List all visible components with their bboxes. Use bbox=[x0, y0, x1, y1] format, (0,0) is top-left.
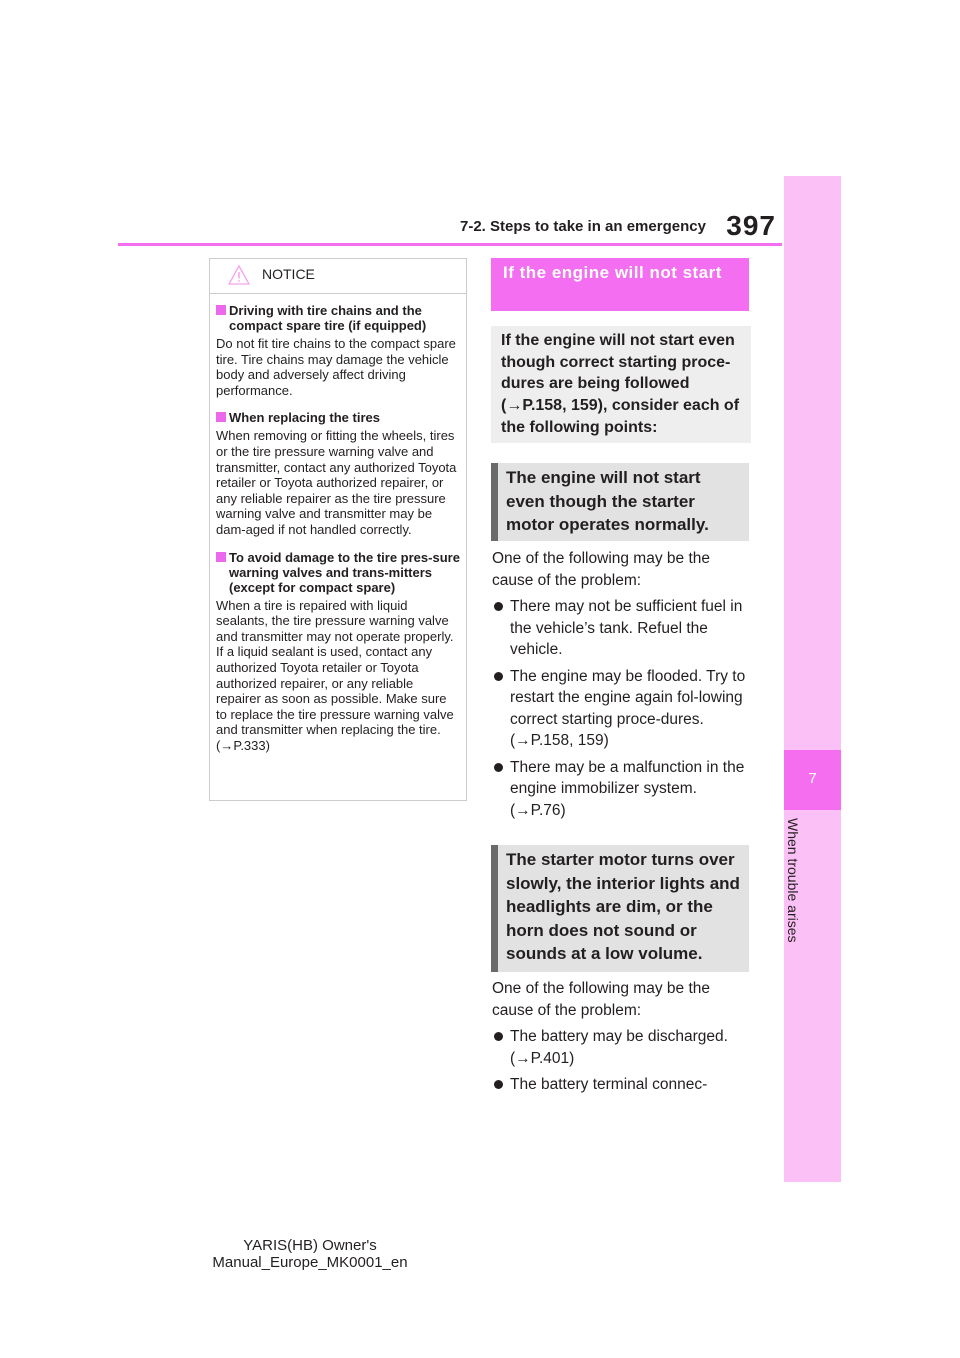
notice-item-heading: When replacing the tires bbox=[216, 410, 460, 425]
chapter-side-tab bbox=[784, 176, 841, 1182]
notice-item-heading: To avoid damage to the tire pres-sure warning valves and trans-mitters (except for compact spare) bbox=[216, 550, 460, 595]
main-title: If the engine will not start bbox=[491, 258, 749, 311]
list-item: There may not be sufficient fuel in the vehicle’s tank. Refuel the vehicle. bbox=[492, 596, 752, 661]
chapter-number: 7 bbox=[808, 770, 817, 787]
list-item: The battery may be discharged. (→P.401) bbox=[492, 1026, 752, 1069]
notice-item-text: When removing or fitting the wheels, tires or the tire pressure warning valve and transmitter, contact any authorized Toyota retailer or Toyota authorized repairer, or any reliable repairer as the tire pressure warning valve and transmitter may be dam-aged if not handled correctly. bbox=[216, 428, 457, 537]
notice-header bbox=[210, 259, 466, 294]
notice-item-text: When a tire is repaired with liquid sealants, the tire pressure warning valve and transmitter may not operate properly. If a liquid sealant is used, contact any authorized Toyota retailer or Toyota authorized repairer, or any reliable repairer as soon as possible. Make sure to replace the tire pressure warning valve and transmitter when replacing the tire. (→P.333) bbox=[216, 597, 454, 753]
subsection-heading: The engine will not start even though the starter motor operates normally. bbox=[491, 463, 749, 541]
intro-box: If the engine will not start even though correct starting proce-dures are being followed (→P.158, 159), consider each of the following points: bbox=[491, 326, 751, 443]
lead-text: One of the following may be the cause of the problem: bbox=[492, 550, 710, 589]
notice-item-text: Do not fit tire chains to the compact spare tire. Tire chains may damage the vehicle body and adversely affect driving performance. bbox=[216, 336, 456, 398]
bullet-icon bbox=[494, 602, 503, 611]
warning-triangle-icon bbox=[228, 265, 250, 285]
footer-text: YARIS(HB) Owner's Manual_Europe_MK0001_en bbox=[212, 1237, 408, 1271]
bullet-icon bbox=[494, 1032, 503, 1041]
bullet-icon bbox=[494, 672, 503, 681]
list-item: The battery terminal connec- bbox=[492, 1074, 752, 1096]
notice-title: NOTICE bbox=[262, 266, 315, 282]
section-title: 7-2. Steps to take in an emergency bbox=[460, 218, 706, 235]
page-number: 397 bbox=[726, 210, 776, 241]
square-bullet-icon bbox=[216, 305, 226, 315]
list-item: There may be a malfunction in the engine immobilizer system. (→P.76) bbox=[492, 757, 752, 822]
bullet-icon bbox=[494, 1080, 503, 1089]
list-item: The engine may be flooded. Try to restart the engine again fol-lowing correct starting proce-dures. (→P.158, 159) bbox=[492, 666, 752, 752]
bullet-icon bbox=[494, 763, 503, 772]
subsection-body bbox=[492, 978, 752, 1096]
subsection-heading: The starter motor turns over slowly, the interior lights and headlights are dim, or the horn does not sound or sounds at a low volume. bbox=[491, 845, 749, 972]
chapter-number-tab[interactable] bbox=[784, 750, 841, 810]
notice-box bbox=[209, 258, 467, 801]
lead-text: One of the following may be the cause of the problem: bbox=[492, 980, 710, 1019]
header-rule bbox=[118, 243, 782, 246]
notice-item-heading: Driving with tire chains and the compact spare tire (if equipped) bbox=[216, 303, 460, 333]
chapter-label: When trouble arises bbox=[785, 818, 801, 943]
square-bullet-icon bbox=[216, 552, 226, 562]
square-bullet-icon bbox=[216, 412, 226, 422]
subsection-body bbox=[492, 548, 752, 821]
